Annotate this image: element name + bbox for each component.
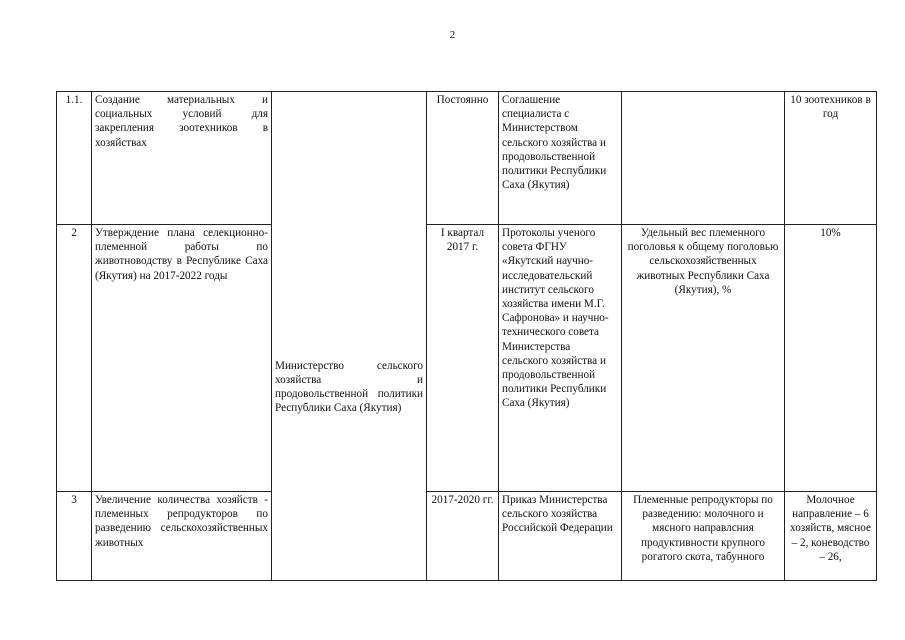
indicator-cell: Удельный вес племенного поголовья к общему поголовью сельскохозяйственных животных Республики Саха (Якутия), % [622, 225, 785, 492]
measure-name: Увеличение количества хозяйств - племенных репродукторов по разведению сельскохозяйственных животных [92, 492, 272, 581]
table-row [57, 92, 877, 225]
table-row [57, 225, 877, 492]
document-cell: Протоколы ученого совета ФГНУ «Якутский научно-исследовательский институт сельского хозяйства имени М.Г. Сафронова» и научно-технического совета Министерства сельского хозяйства и продовольственной политики Республики Саха (Якутия) [499, 225, 622, 492]
table-row [57, 492, 877, 581]
indicator-cell: Племенные репродукторы по разведению: молочного и мясного направлсния продуктивности крупного рогатого скота, табунного [622, 492, 785, 581]
row-number: 3 [57, 492, 92, 581]
row-number: 1.1. [57, 92, 92, 225]
executor-text: Министерство сельского хозяйства и продовольственной политики Республики Саха (Якутия) [275, 359, 423, 415]
document-cell: Приказ Министерства сельского хозяйства Российской Федерации [499, 492, 622, 581]
term-cell: 2017-2020 гг. [427, 492, 499, 581]
document-cell: Соглашение специалиста с Министерством сельского хозяйства и продовольственной политики Республики Саха (Якутия) [499, 92, 622, 225]
value-cell: 10% [785, 225, 877, 492]
measure-name: Создание материальных и социальных условий для закрепления зоотехников в хозяйствах [92, 92, 272, 225]
term-cell: I квартал 2017 г. [427, 225, 499, 492]
value-cell: Молочное направление – 6 хозяйств, мясное – 2, коневодство – 26, [785, 492, 877, 581]
measure-name: Утверждение плана селекционно-племенной работы по животноводству в Республике Саха (Якутия) на 2017-2022 годы [92, 225, 272, 492]
row-number: 2 [57, 225, 92, 492]
indicator-cell [622, 92, 785, 225]
term-cell: Постоянно [427, 92, 499, 225]
action-plan-table [56, 91, 877, 581]
executor-cell [272, 92, 427, 581]
page-number: 2 [449, 29, 456, 41]
value-cell: 10 зоотехников в год [785, 92, 877, 225]
